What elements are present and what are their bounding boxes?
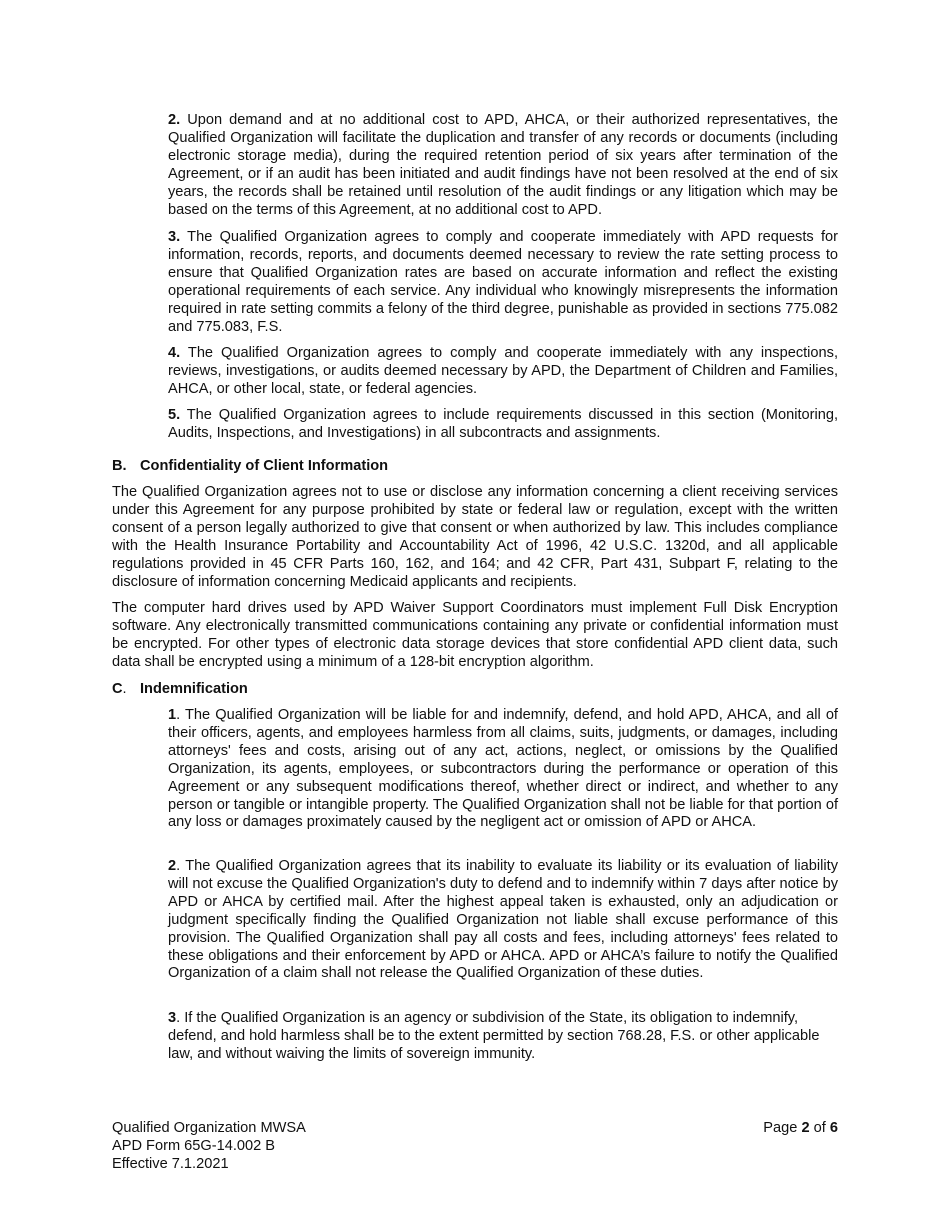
item-text: The Qualified Organization agrees to include requirements discussed in this section (Monitoring, Audits, Inspections, and Investigations) in all subcontracts and assignments. (168, 407, 839, 441)
item-number: 4. (168, 345, 181, 361)
item-number: 3 (168, 1010, 177, 1026)
section-b-paragraph-1: The Qualified Organization agrees not to use or disclose any information concerning a client receiving services under this Agreement for any purpose prohibited by state or federal law or regulation, except with the written consent of a person legally authorized to give that consent or when authorized by law. This includes compliance with the Health Insurance Portability and Accountability Act of 1996, 42 U.S.C. 1320d, and all applicable regulations provided in 45 CFR Parts 160, 162, and 164; and 42 CFR, Part 431, Subpart F, relating to the disclosure of information concerning Medicaid applicants and recipients. (112, 484, 838, 590)
section-a-item-2 (168, 112, 838, 219)
item-number: 2. (168, 112, 181, 128)
item-number: 5. (168, 407, 181, 423)
section-letter: B. (112, 458, 127, 474)
section-c-item-1 (168, 707, 838, 832)
section-letter: C. (112, 681, 127, 697)
item-number: 2 (168, 858, 177, 874)
section-b-heading (112, 457, 388, 475)
section-c-item-3 (168, 1010, 838, 1064)
section-b-paragraph-2: The computer hard drives used by APD Waiver Support Coordinators must implement Full Disk Encryption software. Any electronically transmitted communications containing any private or confidential information must be encrypted. For other types of electronic data storage devices that store confidential APD client data, such data shall be encrypted using a minimum of a 128-bit encryption algorithm. (112, 600, 838, 670)
section-c-heading (112, 680, 248, 698)
item-number: 1 (168, 707, 177, 723)
section-title: Confidentiality of Client Information (140, 458, 389, 474)
item-text: . The Qualified Organization will be liable for and indemnify, defend, and hold APD, AHCA, and all of their officers, agents, and employees harmless from all claims, suits, judgments, or damages, including attorneys' fees and costs, arising out of any act, actions, neglect, or omissions by the Qualified Organization, its agents, employees, or subcontractors during the performance or operation of this Agreement or any subsequent modifications thereof, whether direct or indirect, and whether to any person or tangible or intangible property. The Qualified Organization shall not be liable for that portion of any loss or damages proximately caused by the negligent act or omission of APD or AHCA. (168, 707, 838, 831)
item-text: . The Qualified Organization agrees that its inability to evaluate its liability or its evaluation of liability will not excuse the Qualified Organization's duty to defend and to indemnify within 7 days after notice by APD or AHCA by certified mail. After the highest appeal taken is exhausted, only an adjudication or judgment specifically finding the Qualified Organization not liable shall excuse performance of this provision. The Qualified Organization shall pay all costs and fees, including attorneys' fees related to these obligations and their enforcement by APD or AHCA. APD or AHCA’s failure to notify the Qualified Organization of a claim shall not release the Qualified Organization of these duties. (168, 858, 838, 982)
footer-line-1: Qualified Organization MWSA (112, 1120, 306, 1136)
item-text: The Qualified Organization agrees to comply and cooperate immediately with any inspections, reviews, investigations, or audits deemed necessary by APD, the Department of Children and Families, AHCA, or other local, state, or federal agencies. (168, 345, 838, 397)
footer-form-info (112, 1119, 306, 1173)
section-title: Indemnification (140, 681, 248, 697)
item-number: 3. (168, 229, 181, 245)
footer-line-3: Effective 7.1.2021 (112, 1156, 229, 1172)
section-c-item-2 (168, 858, 838, 983)
item-text: Upon demand and at no additional cost to APD, AHCA, or their authorized representatives, the Qualified Organization will facilitate the duplication and transfer of any records or documents (including electronic storage media), during the required retention period of six years after termination of the Agreement, or if an audit has been initiated and audit findings have not been resolved at the end of six years, the records shall be retained until resolution of the audit findings or any litigation which may be based on the terms of this Agreement, at no additional cost to APD. (168, 112, 838, 218)
section-a-item-3 (168, 229, 838, 336)
section-a-item-4 (168, 345, 838, 399)
page-number: Page 2 of 6 (763, 1120, 838, 1136)
item-text: . If the Qualified Organization is an agency or subdivision of the State, its obligation to indemnify, defend, and hold harmless shall be to the extent permitted by section 768.28, F.S. or other applicable law, and without waiving the limits of sovereign immunity. (168, 1010, 820, 1062)
section-a-item-5 (168, 407, 838, 443)
footer-line-2: APD Form 65G-14.002 B (112, 1138, 276, 1154)
item-text: The Qualified Organization agrees to comply and cooperate immediately with APD requests for information, records, reports, and documents deemed necessary to review the rate setting process to ensure that Qualified Organization rates are based on accurate information and reflect the existing operational requirements of each service. Any individual who knowingly misrepresents the information required in rate setting commits a felony of the third degree, punishable as provided in sections 775.082 and 775.083, F.S. (168, 229, 838, 335)
